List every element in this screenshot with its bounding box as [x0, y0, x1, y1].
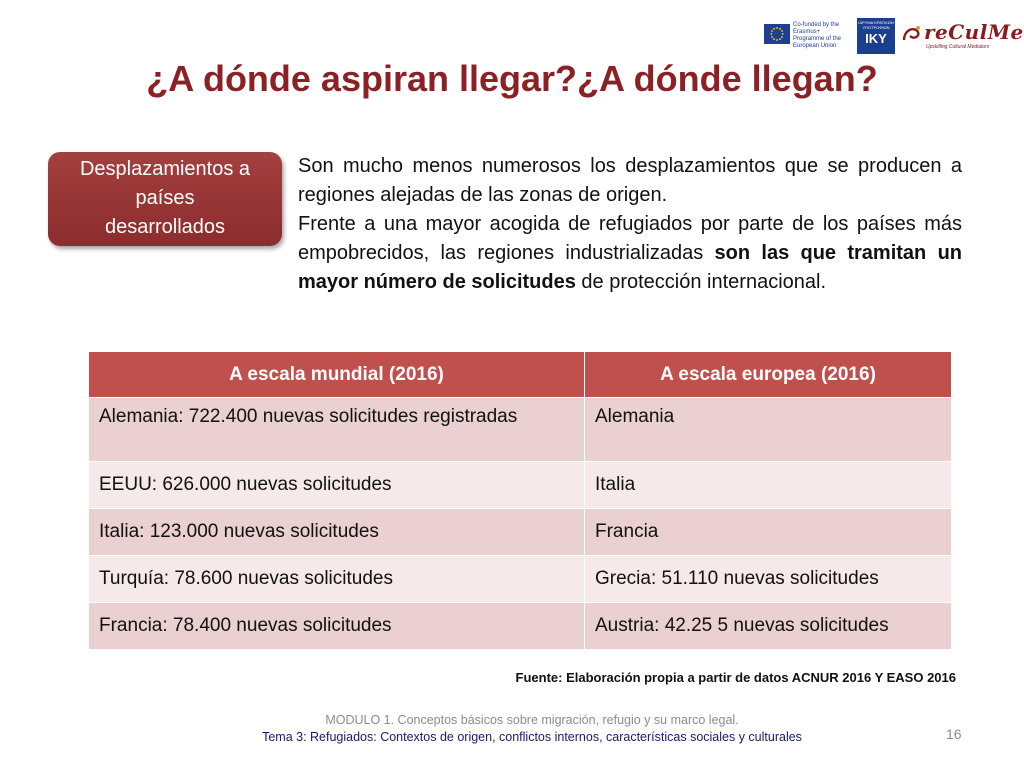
- asylum-requests-table: [88, 351, 952, 650]
- eu-cofunded-text: Co-funded by the Erasmus+ Programme of the European Union: [793, 22, 842, 49]
- footer-module-line: MODULO 1. Conceptos básicos sobre migración, refugio y su marco legal.: [325, 713, 739, 727]
- eu-stars-icon: [764, 24, 790, 44]
- slide-footer: [200, 712, 864, 746]
- body-paragraph-2-start: Frente a una mayor acogida de refugiados por parte de los países más empobrecidos, las regiones industrializadas: [298, 213, 962, 264]
- source-note: Fuente: Elaboración propia a partir de datos ACNUR 2016 Y EASO 2016: [515, 670, 956, 685]
- topic-label-line-2: países: [135, 187, 195, 209]
- table-cell-europe: Grecia: 51.110 nuevas solicitudes: [585, 556, 952, 603]
- table-row: [89, 603, 952, 650]
- table-row: [89, 509, 952, 556]
- table-cell-world: Turquía: 78.600 nuevas solicitudes: [89, 556, 585, 603]
- table-cell-europe: Alemania: [585, 398, 952, 462]
- table-cell-europe: Italia: [585, 462, 952, 509]
- table-header-row: [89, 352, 952, 398]
- eu-flag-icon: [764, 24, 790, 44]
- body-text: [298, 152, 962, 297]
- table-cell-world: EEUU: 626.000 nuevas solicitudes: [89, 462, 585, 509]
- table-row: [89, 556, 952, 603]
- recultme-tagline: Upskilling Cultural Mediators: [926, 44, 990, 50]
- recultme-swirl-icon: [900, 22, 924, 46]
- table-cell-world: Italia: 123.000 nuevas solicitudes: [89, 509, 585, 556]
- recultme-logo: [900, 20, 1024, 54]
- page-number: 16: [946, 726, 962, 742]
- iky-big-text: IKY: [865, 31, 887, 46]
- topic-label-line-3: desarrollados: [104, 216, 226, 238]
- recultme-wordmark: reCulMe: [924, 20, 1024, 44]
- table-header-europe: A escala europea (2016): [585, 352, 952, 398]
- table-header-world: A escala mundial (2016): [89, 352, 585, 398]
- body-paragraph-2-end: de protección internacional.: [575, 271, 827, 293]
- table-row: [89, 462, 952, 509]
- body-paragraph-2: [298, 210, 962, 297]
- topic-label-line-1: Desplazamientos a: [79, 158, 251, 180]
- slide-title: ¿A dónde aspiran llegar?¿A dónde llegan?: [146, 58, 878, 99]
- table-cell-world: Francia: 78.400 nuevas solicitudes: [89, 603, 585, 650]
- table-row: [89, 398, 952, 462]
- table-cell-world: Alemania: 722.400 nuevas solicitudes registradas: [89, 398, 585, 462]
- iky-logo: [857, 18, 895, 54]
- body-paragraph-1: Son mucho menos numerosos los desplazamientos que se producen a regiones alejadas de las zonas de origen.: [298, 155, 962, 206]
- topic-label-box: [48, 152, 282, 246]
- footer-topic-line: Tema 3: Refugiados: Contextos de origen, conflictos internos, características sociales y culturales: [262, 730, 802, 744]
- table-cell-europe: Francia: [585, 509, 952, 556]
- body-paragraph-2-bold: son las que tramitan un mayor número de solicitudes: [298, 242, 962, 293]
- iky-small-text: ΙΔΡΥΜΑ ΚΡΑΤΙΚΩΝ ΥΠΟΤΡΟΦΙΩΝ: [858, 20, 894, 30]
- table-cell-europe: Austria: 42.25 5 nuevas solicitudes: [585, 603, 952, 650]
- partner-logos: [762, 18, 1024, 54]
